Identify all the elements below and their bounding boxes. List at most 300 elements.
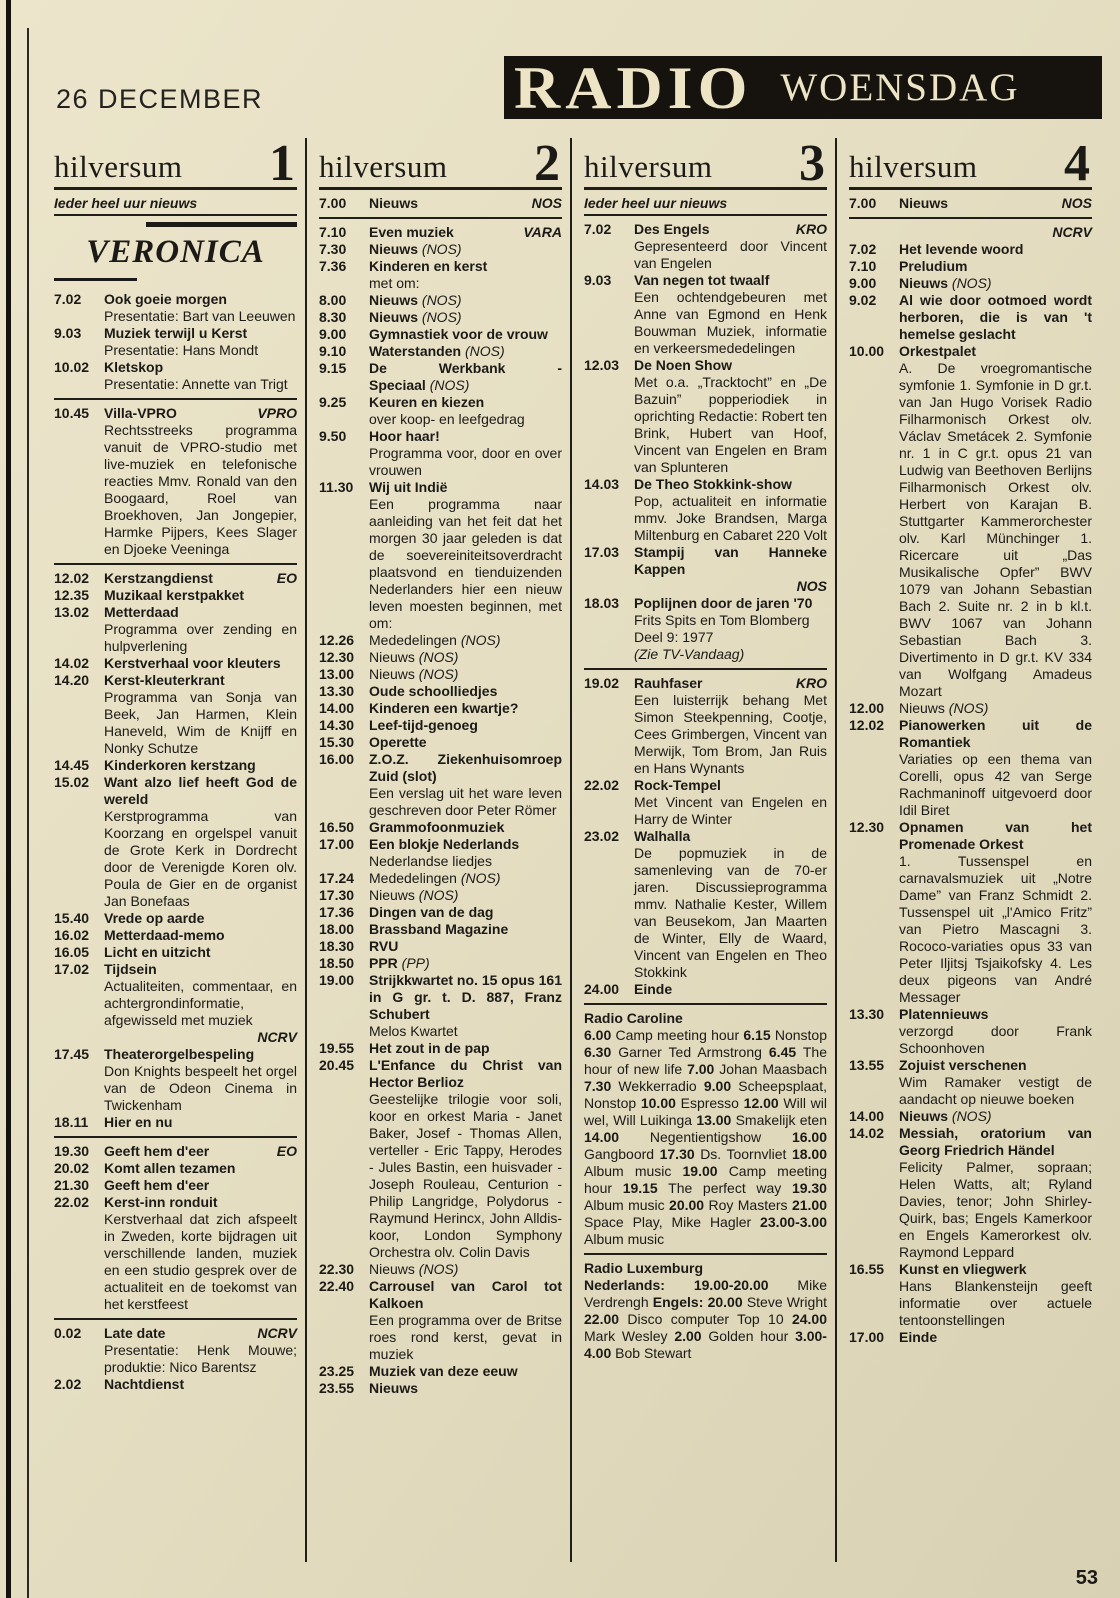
station-column-4 (835, 138, 1100, 1562)
veronica-logo-text: VERONICA (86, 234, 265, 270)
program-title: Zojuist verschenen (899, 1057, 1027, 1073)
program-time: 20.45 (319, 1057, 355, 1073)
program-time: 12.26 (319, 632, 355, 648)
program-entry (319, 717, 562, 734)
program-title: Operette (369, 734, 427, 750)
program-time: 13.30 (849, 1006, 885, 1022)
program-time: 14.00 (849, 1108, 885, 1124)
program-title: Nieuws (369, 666, 415, 682)
program-entry (849, 241, 1092, 258)
program-time: 15.30 (319, 734, 355, 750)
program-title: Einde (634, 981, 673, 997)
program-title: PPR (369, 955, 398, 971)
masthead-banner (504, 56, 1102, 119)
program-time: 23.02 (584, 828, 620, 844)
inline-time: 23.00-3.00 (760, 1214, 827, 1230)
program-title: RVU (369, 938, 399, 954)
section-text: Nederlands: 19.00-20.00 Mike Verdrengh Engels: 20.00 Steve Wright 22.00 Disco computer Top 10 24.00 Mark Wesley 2.00 Golden hour 3.00-4.00 Bob Stewart (584, 1277, 828, 1361)
program-entry (54, 757, 297, 774)
program-description: Programma voor, door en over vrouwen (369, 445, 562, 478)
program-content (369, 938, 562, 955)
program-content (104, 757, 297, 774)
program-entry (319, 292, 562, 309)
program-content (104, 1029, 297, 1046)
program-title: Carrousel van Carol tot Kalkoen (369, 1278, 562, 1311)
program-time: 16.55 (849, 1261, 885, 1277)
program-content (369, 1057, 562, 1261)
program-entry (54, 325, 297, 359)
program-entry (849, 275, 1092, 292)
program-time: 17.30 (319, 887, 355, 903)
program-description: A. De vroegromantische symfonie 1. Symfonie in D gr.t. van Jan Hugo Vorisek Radio Filharmonisch Orkest olv. Václav Smetácek 2. Symfonie nr. 1 in C gr.t. opus 21 van Ludwig van Beethoven Berlijns Filharmonisch Orkest olv. Herbert von Karajan B. Stuttgarter Kammerorchester olv. Karl Münchinger 1. Ricercare uit „Das Musikalische Opfer” BWV 1079 van Johann Sebastian Bach 2. Suite nr. 2 in b kl.t. BWV 1067 van Johann Sebastian Bach 3. Divertimento in D gr.t. KV 334 van Wolfgang Amadeus Mozart (899, 360, 1092, 699)
program-title: Wij uit Indië (369, 479, 448, 495)
program-title: Mededelingen (369, 870, 457, 886)
program-time: 7.02 (849, 241, 877, 257)
program-entry (54, 1376, 297, 1393)
program-content (104, 405, 297, 558)
program-title: Einde (899, 1329, 938, 1345)
program-entry (54, 1046, 297, 1114)
inline-time: 21.00 (791, 1197, 827, 1213)
program-title: Al wie door ootmoed wordt herboren, die is van 't hemelse geslacht (899, 292, 1092, 342)
program-description: Met Vincent van Engelen en Harry de Winter (634, 794, 827, 827)
program-time: 18.30 (319, 938, 355, 954)
program-content (104, 910, 297, 927)
program-entry (54, 359, 297, 393)
program-entry (54, 961, 297, 1029)
program-description: 1. Tussenspel en carnavalsmuziek uit „Notre Dame” van Franz Schmidt 2. Tussenspel uit „l'Amico Fritz” van Pietro Mascagni 3. Rococo-variaties opus 33 van Peter Iljitsj Tsjaikofsky 4. Les deux pigeons van André Messager (899, 853, 1092, 1005)
program-content (634, 595, 827, 663)
program-time: 22.02 (54, 1194, 90, 1210)
network-label: EO (276, 1143, 297, 1159)
program-title: Late date (104, 1325, 166, 1341)
program-time: 7.36 (319, 258, 347, 274)
program-content (104, 672, 297, 757)
program-content (104, 1194, 297, 1313)
inline-time: 7.30 (584, 1078, 612, 1094)
program-description: Kerstverhaal dat zich afspeelt in Zweden, korte bijdragen uit verschillende landen, muziek en een studio gesprek over de actualiteit en de toekomst van het kerstfeest (104, 1211, 297, 1312)
separator-rule (584, 1253, 827, 1255)
inline-time: 24.00 (791, 1311, 827, 1327)
inline-time: 12.00 (743, 1095, 779, 1111)
program-time: 14.02 (849, 1125, 885, 1141)
program-description: Wim Ramaker vestigt de aandacht op nieuwe boeken (899, 1074, 1092, 1107)
program-content (899, 700, 1092, 717)
program-note: (NOS) (418, 292, 462, 308)
program-content (369, 887, 562, 904)
program-note: (NOS) (414, 666, 459, 682)
program-list (319, 190, 562, 1397)
station-number: 2 (534, 138, 560, 193)
program-title: Opnamen van het Promenade Orkest (899, 819, 1092, 852)
program-title: Kerstverhaal voor kleuters (104, 655, 281, 671)
program-note: (NOS) (414, 1261, 459, 1277)
inline-time: 16.00 (791, 1129, 827, 1145)
program-content (634, 221, 827, 272)
program-list (849, 190, 1092, 1346)
program-title: Platennieuws (899, 1006, 989, 1022)
program-time: 12.00 (849, 700, 885, 716)
program-note: (NOS) (461, 343, 505, 359)
program-title: Kunst en vliegwerk (899, 1261, 1027, 1277)
program-entry (319, 921, 562, 938)
program-time: 9.03 (54, 325, 82, 341)
network-label: KRO (795, 221, 827, 237)
program-entry (584, 221, 827, 272)
inline-time: 20.00 (669, 1197, 705, 1213)
program-time: 9.00 (319, 326, 347, 342)
program-title: Van negen tot twaalf (634, 272, 770, 288)
network-label: NOS (1061, 195, 1092, 211)
program-note: (NOS) (414, 887, 459, 903)
program-entry (319, 666, 562, 683)
program-content (369, 666, 562, 683)
program-title: Nieuws (369, 887, 415, 903)
program-entry (849, 1261, 1092, 1329)
station-tagline: Ieder heel uur nieuws (54, 190, 297, 216)
program-content (369, 241, 562, 258)
program-title: Kerst-inn ronduit (104, 1194, 218, 1210)
station-number: 4 (1064, 138, 1090, 193)
program-time: 14.45 (54, 757, 90, 773)
program-content (899, 275, 1092, 292)
program-title: Grammofoonmuziek (369, 819, 505, 835)
program-description: Een programma naar aanleiding van het feit dat het morgen 30 jaar geleden is dat de soevereiniteitsoverdracht plaatsvond en tienduizenden Nederlanders hier een nieuw leven moesten beginnen, met om: (369, 496, 562, 631)
section-text: 6.00 Camp meeting hour 6.15 Nonstop 6.30 Garner Ted Armstrong 6.45 The hour of new life 7.00 Johan Maasbach 7.30 Wekkerradio 9.00 Scheepsplaat, Nonstop 10.00 Espresso 12.00 Will wil wel, Will Luikinga 13.00 Smakelijk eten 14.00 Negentientigshow 16.00 Gangboord 17.30 Ds. Toornvliet 18.00 Album music 19.00 Camp meeting hour 19.15 The perfect way 19.30 Album music 20.00 Roy Masters 21.00 Space Play, Mike Hagler 23.00-3.00 Album music (584, 1027, 828, 1247)
program-description: Kerstprogramma van Koorzang en orgelspel vanuit de Grote Kerk in Dordrecht door de Verenigde Koren olv. Poula de Gier en de organist Jan Bonefaas (104, 808, 297, 909)
network-label: KRO (795, 675, 827, 691)
program-content (634, 828, 827, 981)
program-content (369, 649, 562, 666)
program-note: (NOS) (948, 1108, 992, 1124)
station-columns (54, 138, 1100, 1562)
program-entry (584, 675, 827, 777)
program-content (104, 655, 297, 672)
station-header (319, 138, 562, 193)
program-content (369, 1261, 562, 1278)
station-number: 1 (269, 138, 295, 193)
program-content (104, 1177, 297, 1194)
program-note: (NOS) (456, 870, 501, 886)
program-content (104, 325, 297, 359)
program-content (104, 944, 297, 961)
program-title: Rauhfaser (634, 675, 703, 691)
inline-time: 20.00 (707, 1294, 743, 1310)
program-time: 16.00 (319, 751, 355, 767)
program-content (104, 291, 297, 325)
inline-time: Nederlands: (584, 1277, 665, 1293)
program-time: 14.02 (54, 655, 90, 671)
program-content (899, 224, 1092, 241)
program-content (104, 359, 297, 393)
separator-rule (319, 217, 562, 219)
program-time: 2.02 (54, 1376, 82, 1392)
inline-time: 6.30 (584, 1044, 612, 1060)
program-title: Messiah, oratorium van Georg Friedrich Händel (899, 1125, 1092, 1158)
program-time: 14.30 (319, 717, 355, 733)
network-line (54, 1029, 297, 1046)
program-content (634, 981, 827, 998)
program-title: Een blokje Nederlands (369, 836, 520, 852)
program-entry (54, 604, 297, 655)
program-time: 15.02 (54, 774, 90, 790)
program-description: De popmuziek in de samenleving van de 70-er jaren. Discussieprogramma mmv. Nathalie Kester, Willem van Beusekom, Jan Maarten de Winter, Elly de Waard, Vincent van Engelen en Theo Stokkink (634, 845, 827, 980)
program-title: Metterdaad-memo (104, 927, 225, 943)
program-description: Presentatie: Hans Mondt (104, 342, 259, 358)
program-entry (319, 241, 562, 258)
program-time: 12.02 (849, 717, 885, 733)
program-time: 23.55 (319, 1380, 355, 1396)
program-note: (NOS) (418, 309, 462, 325)
program-title: De Noen Show (634, 357, 733, 373)
program-note: (PP) (397, 955, 430, 971)
program-entry (54, 1143, 297, 1160)
program-content (369, 1363, 562, 1380)
program-entry (54, 655, 297, 672)
inline-time: 18.00 (791, 1146, 827, 1162)
separator-rule (584, 1003, 827, 1005)
separator-rule (54, 1136, 297, 1138)
station-section (584, 1260, 827, 1362)
program-title: Geeft hem d'eer (104, 1177, 210, 1193)
program-entry (319, 972, 562, 1040)
station-name: hilversum (849, 149, 978, 184)
program-title: De Theo Stokkink-show (634, 476, 792, 492)
program-entry (54, 1160, 297, 1177)
station-number: 3 (799, 138, 825, 193)
separator-rule (849, 217, 1092, 219)
program-content (104, 961, 297, 1029)
program-title: Het zout in de pap (369, 1040, 490, 1056)
program-time: 7.30 (319, 241, 347, 257)
program-time: 16.02 (54, 927, 90, 943)
inline-time: 19.30 (791, 1180, 827, 1196)
program-content (369, 819, 562, 836)
program-entry (319, 1261, 562, 1278)
program-time (849, 224, 899, 241)
program-content (369, 428, 562, 479)
program-title: Des Engels (634, 221, 710, 237)
network-label: EO (276, 570, 297, 586)
network-label: NOS (796, 578, 827, 594)
page-gutter-line-thin (27, 28, 29, 1598)
program-time: 14.03 (584, 476, 620, 492)
program-entry (584, 828, 827, 981)
program-time: 9.02 (849, 292, 877, 308)
program-time: 12.35 (54, 587, 90, 603)
program-entry (54, 774, 297, 910)
program-title: Pianowerken uit de Romantiek (899, 717, 1092, 750)
program-entry (319, 700, 562, 717)
program-description: Geestelijke trilogie voor soli, koor en orkest Maria - Janet Baker, Josef - Thomas Allen, verteller - Eric Tappy, Herodes - Jules Bastin, een huisvader - Joseph Rouleau, Centurion - Philip Langridge, Polydorus - Raymund Herincx, John Alldis-koor, London Symphony Orchestra olv. Colin Davis (369, 1091, 562, 1260)
program-time: 8.30 (319, 309, 347, 325)
program-entry (584, 777, 827, 828)
program-time: 7.02 (54, 291, 82, 307)
program-content (899, 1057, 1092, 1108)
program-entry (319, 904, 562, 921)
program-time: 19.02 (584, 675, 620, 691)
program-time: 12.30 (319, 649, 355, 665)
program-content (104, 1046, 297, 1114)
program-time: 20.02 (54, 1160, 90, 1176)
program-time: 22.40 (319, 1278, 355, 1294)
program-description: Presentatie: Henk Mouwe; produktie: Nico Barentsz (104, 1342, 297, 1375)
masthead-day: WOENSDAG (780, 66, 1020, 109)
program-entry (319, 1380, 562, 1397)
program-title: Want alzo lief heeft God de wereld (104, 774, 297, 807)
program-time: 19.00 (319, 972, 355, 988)
program-time: 8.00 (319, 292, 347, 308)
program-title: Gymnastiek voor de vrouw (369, 326, 548, 342)
program-description: Nederlandse liedjes (369, 853, 492, 869)
program-content (899, 717, 1092, 819)
program-title: Kletskop (104, 359, 164, 375)
program-entry (319, 309, 562, 326)
program-content (369, 394, 562, 428)
program-title: Kinderkoren kerstzang (104, 757, 256, 773)
program-content (369, 1278, 562, 1363)
program-content (369, 632, 562, 649)
program-title: Kerst-kleuterkrant (104, 672, 225, 688)
program-description: Een ochtendgebeuren met Anne van Egmond en Henk Bouwman Muziek, informatie en verkeersmededelingen (634, 289, 827, 356)
program-time: 12.03 (584, 357, 620, 373)
program-entry (584, 272, 827, 357)
program-entry (849, 343, 1092, 700)
station-header (584, 138, 827, 193)
program-title: Kinderen en kerst (369, 258, 488, 274)
program-time: 17.00 (319, 836, 355, 852)
program-entry (54, 910, 297, 927)
program-description: Hans Blankensteijn geeft informatie over actuele tentoonstellingen (899, 1278, 1092, 1328)
inline-time: 7.00 (687, 1061, 715, 1077)
program-content (369, 343, 562, 360)
program-time: 0.02 (54, 1325, 82, 1341)
station-header (849, 138, 1092, 193)
program-content (634, 675, 827, 777)
program-entry (319, 836, 562, 870)
station-name: hilversum (54, 149, 183, 184)
program-entry (319, 360, 562, 394)
program-title: Tijdsein (104, 961, 157, 977)
inline-time: 6.15 (743, 1027, 771, 1043)
program-title: Nieuws (369, 1261, 415, 1277)
station-column-3 (570, 138, 835, 1562)
program-note: (NOS) (414, 649, 459, 665)
program-content (899, 241, 1092, 258)
program-entry (54, 587, 297, 604)
program-time: 15.40 (54, 910, 90, 926)
program-note: (NOS) (948, 275, 992, 291)
program-entry (849, 292, 1092, 343)
program-time: 18.11 (54, 1114, 89, 1130)
program-content (104, 1325, 297, 1376)
program-entry (54, 1177, 297, 1194)
program-title: Keuren en kiezen (369, 394, 485, 410)
program-title: Preludium (899, 258, 968, 274)
program-entry (319, 326, 562, 343)
program-title: Metterdaad (104, 604, 179, 620)
program-content (369, 258, 562, 292)
program-title: Komt allen tezamen (104, 1160, 236, 1176)
program-entry (849, 258, 1092, 275)
program-title: Nieuws (369, 292, 419, 308)
program-entry (849, 1125, 1092, 1261)
program-content (369, 1040, 562, 1057)
program-description: met om: (369, 275, 420, 291)
program-time: 18.00 (319, 921, 355, 937)
program-entry (319, 751, 562, 819)
program-entry (319, 1363, 562, 1380)
program-entry (319, 258, 562, 292)
program-entry (849, 195, 1092, 212)
program-content (899, 1329, 1092, 1346)
program-time: 9.00 (849, 275, 877, 291)
program-title: Villa-VPRO (104, 405, 177, 421)
program-title: Muzikaal kerstpakket (104, 587, 245, 603)
program-time: 12.02 (54, 570, 90, 586)
program-entry (849, 717, 1092, 819)
program-note: (NOS) (456, 632, 501, 648)
veronica-logo (54, 222, 297, 284)
program-time: 14.00 (319, 700, 355, 716)
program-description: (Zie TV-Vandaag) (634, 646, 745, 662)
program-time: 23.25 (319, 1363, 355, 1379)
program-title: Geeft hem d'eer (104, 1143, 210, 1159)
inline-time: 2.00 (674, 1328, 702, 1344)
program-content (369, 292, 562, 309)
program-time: 17.24 (319, 870, 355, 886)
program-entry (319, 195, 562, 212)
separator-rule (54, 398, 297, 400)
network-line (584, 578, 827, 595)
inline-time: 10.00 (640, 1095, 676, 1111)
program-entry (584, 544, 827, 578)
inline-time: 14.00 (584, 1129, 620, 1145)
program-time: 14.20 (54, 672, 90, 688)
program-time: 17.00 (849, 1329, 885, 1345)
program-title: Kinderen een kwartje? (369, 700, 519, 716)
inline-time: 17.30 (659, 1146, 695, 1162)
program-time: 9.15 (319, 360, 347, 376)
program-content (634, 476, 827, 544)
program-time: 17.45 (54, 1046, 90, 1062)
program-time: 13.55 (849, 1057, 885, 1073)
program-description: Programma over zending en hulpverlening (104, 621, 297, 654)
program-content (369, 683, 562, 700)
program-content (369, 921, 562, 938)
program-title: Kerstzangdienst (104, 570, 213, 586)
program-title: Nieuws (369, 195, 419, 211)
program-content (104, 1160, 297, 1177)
program-title: Poplijnen door de jaren '70 (634, 595, 813, 611)
program-time: 13.30 (319, 683, 355, 699)
program-title: Leef-tijd-genoeg (369, 717, 478, 733)
program-description: Melos Kwartet (369, 1023, 458, 1039)
page-number: 53 (1075, 1567, 1098, 1589)
network-label: VPRO (257, 405, 297, 421)
program-title: Nachtdienst (104, 1376, 185, 1392)
program-time: 7.00 (319, 195, 347, 211)
program-entry (319, 1040, 562, 1057)
program-title: Hier en nu (104, 1114, 173, 1130)
program-entry (54, 927, 297, 944)
inline-time: 6.45 (768, 1044, 797, 1060)
program-content (369, 836, 562, 870)
station-header (54, 138, 297, 193)
program-description: Programma van Sonja van Beek, Jan Harmen, Klein Haneveld, Wim de Knijff en Nonky Schutze (104, 689, 297, 756)
program-content (369, 972, 562, 1040)
program-entry (54, 570, 297, 587)
